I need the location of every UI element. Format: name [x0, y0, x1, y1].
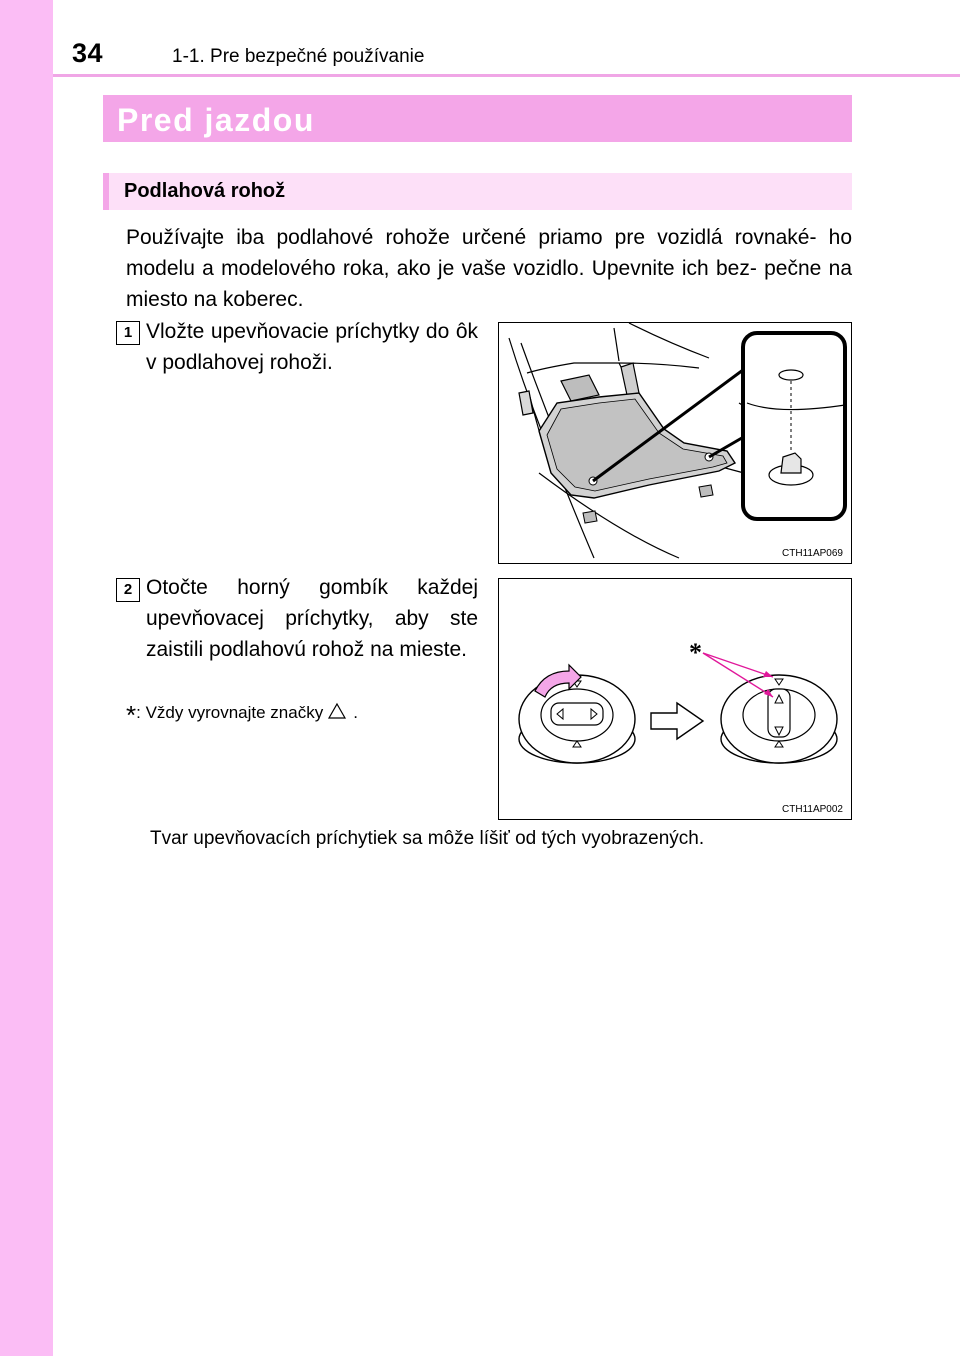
subsection-title: Podlahová rohož	[124, 180, 286, 202]
clip-rotation-illustration	[499, 579, 851, 819]
header-divider	[53, 74, 960, 77]
clip-shape-note: Tvar upevňovacích príchytiek sa môže líšiť od tých vyobrazených.	[150, 828, 705, 849]
page-number: 34	[72, 38, 104, 68]
step-2-number: 2	[116, 578, 140, 602]
side-tab-band	[0, 0, 53, 1356]
figure-floor-mat-hooks	[498, 322, 852, 564]
chapter-title: 1-1. Pre bezpečné používanie	[172, 46, 425, 67]
note-asterisk: *	[126, 700, 137, 730]
triangle-mark-icon	[327, 702, 347, 720]
subsection-banner	[103, 173, 852, 210]
step-2-text: Otočte horný gombík každej upevňovacej príchytky, aby ste zaistili podlahovú rohož na mieste.	[146, 576, 478, 661]
section-banner	[103, 95, 852, 142]
intro-paragraph: Používajte iba podlahové rohože určené priamo pre vozidlá rovnaké- ho modelu a modelového roka, ako je vaše vozidlo. Upevnite ich bez- pečne na miesto na koberec.	[126, 226, 852, 311]
figure-1-code: CTH11AP069	[782, 548, 843, 559]
figure-asterisk: *	[689, 638, 702, 667]
floor-mat-illustration	[499, 323, 851, 563]
subsection-accent-bar	[103, 173, 109, 210]
figure-2-code: CTH11AP002	[782, 804, 843, 815]
step-1-text: Vložte upevňovacie príchytky do ôk v podlahovej rohoži.	[146, 320, 478, 374]
note-period: .	[353, 703, 358, 722]
alignment-note	[126, 700, 358, 731]
step-1-number: 1	[116, 321, 140, 345]
figure-rotate-clip	[498, 578, 852, 820]
note-text: : Vždy vyrovnajte značky	[136, 703, 324, 722]
section-title: Pred jazdou	[117, 102, 315, 138]
